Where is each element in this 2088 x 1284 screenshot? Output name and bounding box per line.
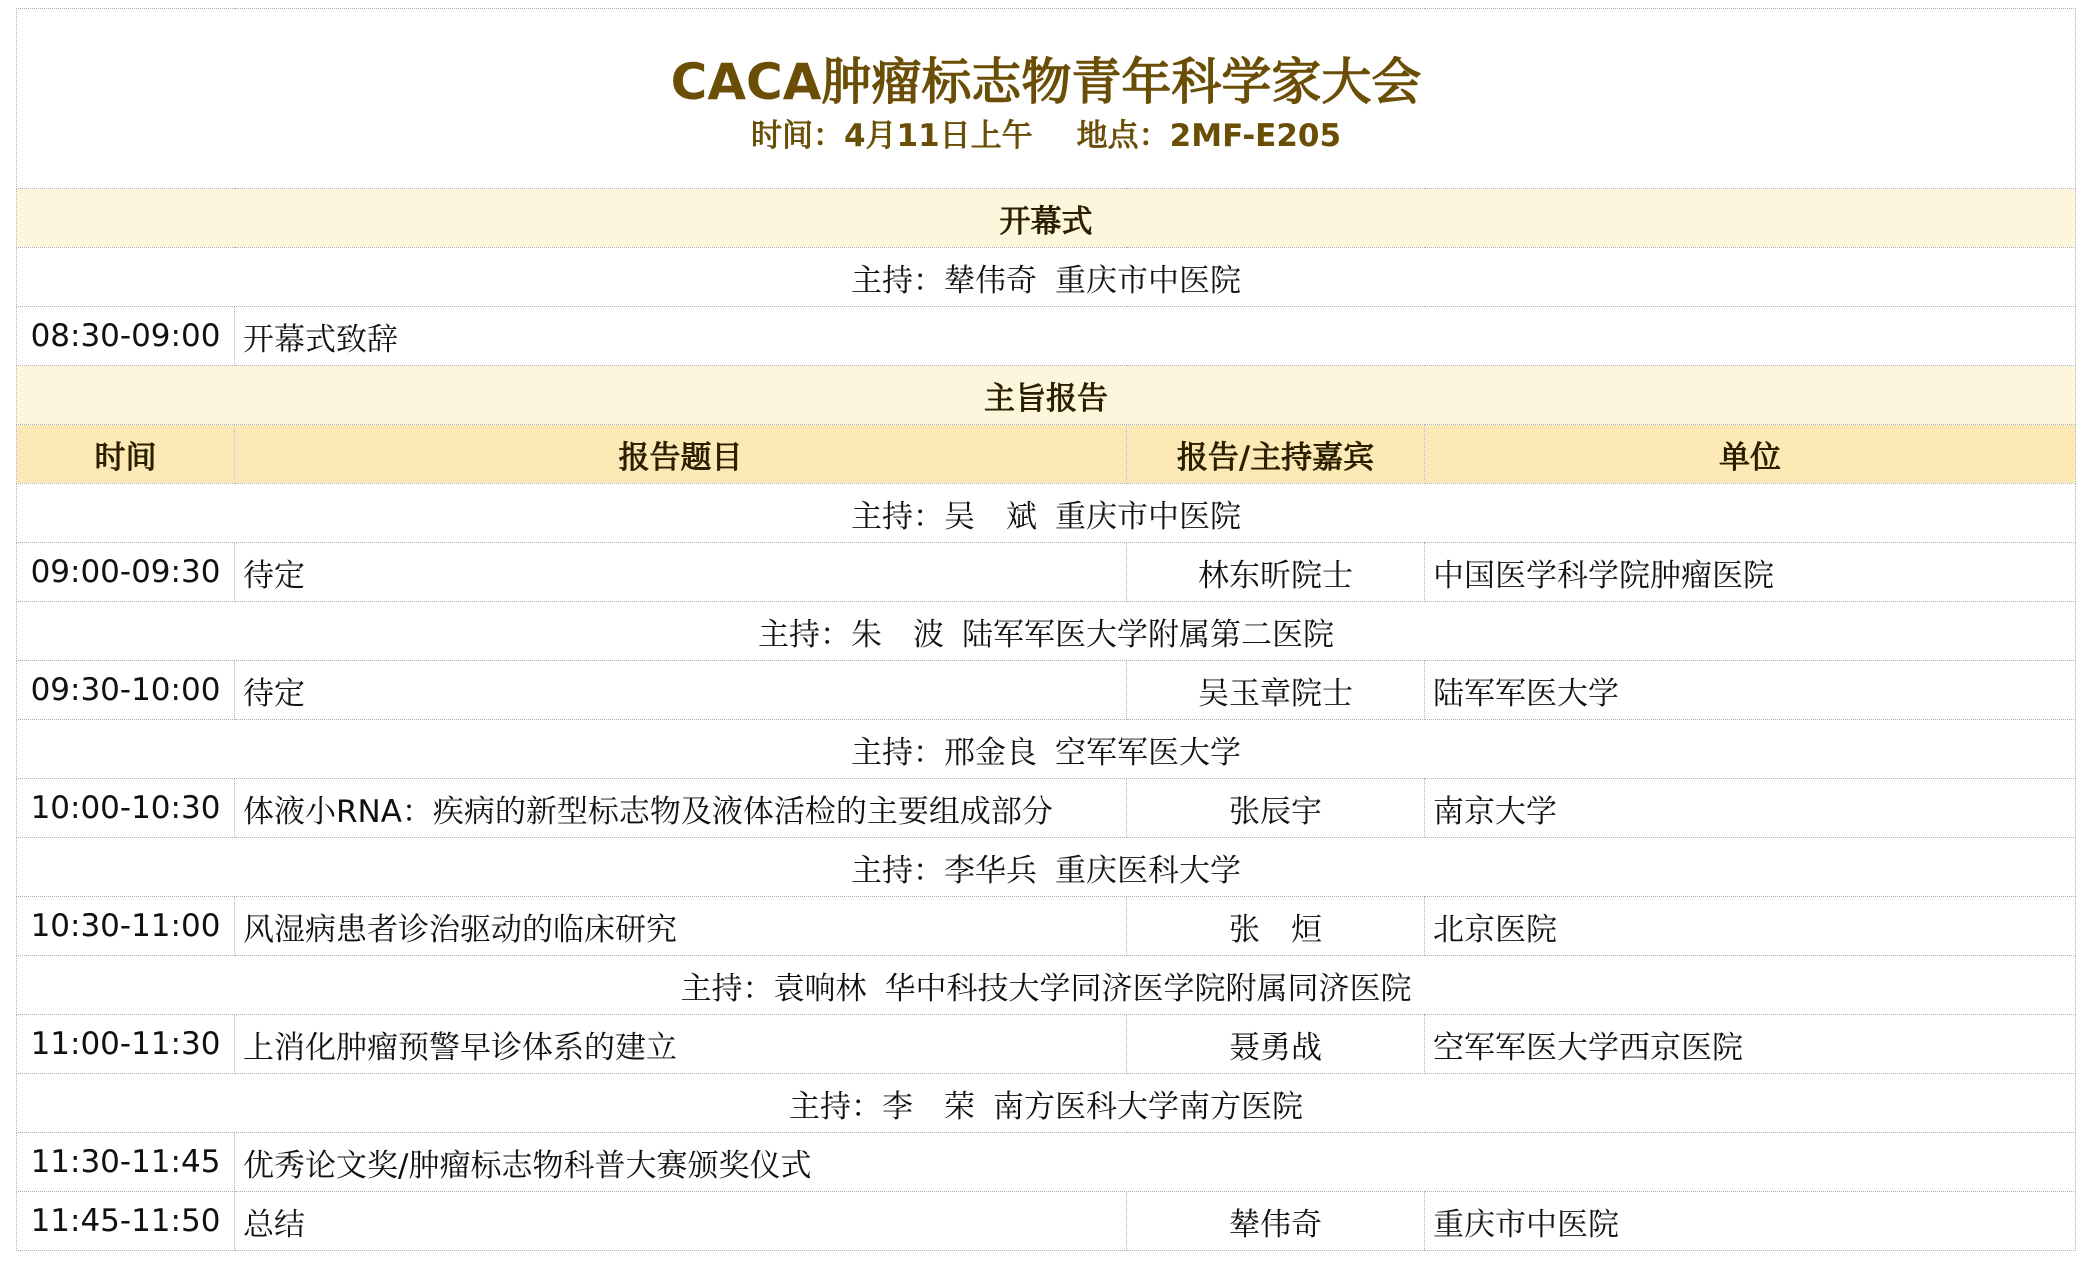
- host-row: [17, 838, 2076, 897]
- host-name: 主持：邢金良: [851, 734, 1038, 771]
- host-row-opening: [17, 248, 2076, 307]
- column-header-topic: 报告题目: [235, 425, 1127, 484]
- session-row: [17, 779, 2076, 838]
- host-label: 主持：: [851, 262, 945, 299]
- session-org: 北京医院: [1425, 897, 2076, 956]
- session-row-opening: [17, 307, 2076, 366]
- session-topic: 待定: [235, 661, 1127, 720]
- host-cell: [17, 720, 2076, 779]
- session-time: 09:30-10:00: [17, 661, 235, 720]
- host-cell: [17, 602, 2076, 661]
- session-topic: 开幕式致辞: [235, 307, 2076, 366]
- section-row-opening: [17, 189, 2076, 248]
- session-topic: 待定: [235, 543, 1127, 602]
- session-topic: 总结: [235, 1192, 1127, 1251]
- session-row: [17, 543, 2076, 602]
- session-topic: 优秀论文奖/肿瘤标志物科普大赛颁奖仪式: [235, 1133, 2076, 1192]
- host-name: 主持：吴 斌: [851, 498, 1038, 535]
- session-speaker: 辇伟奇: [1127, 1192, 1425, 1251]
- host-row: [17, 602, 2076, 661]
- session-speaker: 吴玉章院士: [1127, 661, 1425, 720]
- host-cell: [17, 838, 2076, 897]
- session-org: 南京大学: [1425, 779, 2076, 838]
- event-subtitle: [17, 114, 2075, 158]
- host-org: 重庆市中医院: [1055, 262, 1242, 299]
- agenda-table: [16, 8, 2076, 1251]
- host-name: 主持：朱 波: [758, 616, 945, 653]
- event-time: 时间：4月11日上午: [750, 117, 1033, 154]
- column-header-row: [17, 425, 2076, 484]
- host-org: 华中科技大学同济医学院附属同济医院: [884, 970, 1412, 1007]
- host-org: 南方医科大学南方医院: [993, 1088, 1304, 1125]
- host-cell: [17, 248, 2076, 307]
- column-header-org: 单位: [1425, 425, 2076, 484]
- host-cell: [17, 484, 2076, 543]
- column-header-speaker: 报告/主持嘉宾: [1127, 425, 1425, 484]
- page-title: CACA肿瘤标志物青年科学家大会: [670, 52, 1422, 111]
- host-row: [17, 484, 2076, 543]
- host-name: 主持：李 荣: [789, 1088, 976, 1125]
- session-speaker: 聂勇战: [1127, 1015, 1425, 1074]
- title-cell: [17, 9, 2076, 189]
- session-row: [17, 897, 2076, 956]
- session-org: 陆军军医大学: [1425, 661, 2076, 720]
- host-row: [17, 720, 2076, 779]
- host-cell: [17, 956, 2076, 1015]
- host-row: [17, 956, 2076, 1015]
- session-time: 10:30-11:00: [17, 897, 235, 956]
- session-speaker: 张 烜: [1127, 897, 1425, 956]
- host-row: [17, 1074, 2076, 1133]
- session-time: 11:00-11:30: [17, 1015, 235, 1074]
- section-title-keynote: 主旨报告: [17, 366, 2076, 425]
- host-org: 空军军医大学: [1055, 734, 1242, 771]
- session-row: [17, 661, 2076, 720]
- session-speaker: 张辰宇: [1127, 779, 1425, 838]
- host-name: 辇伟奇: [944, 262, 1038, 299]
- column-header-time: 时间: [17, 425, 235, 484]
- host-org: 重庆医科大学: [1055, 852, 1242, 889]
- session-topic: 体液小RNA：疾病的新型标志物及液体活检的主要组成部分: [235, 779, 1127, 838]
- agenda-sheet: [16, 8, 2075, 1251]
- session-org: 重庆市中医院: [1425, 1192, 2076, 1251]
- host-cell: [17, 1074, 2076, 1133]
- session-topic: 风湿病患者诊治驱动的临床研究: [235, 897, 1127, 956]
- session-row: [17, 1192, 2076, 1251]
- host-org: 陆军军医大学附属第二医院: [962, 616, 1335, 653]
- session-time: 08:30-09:00: [17, 307, 235, 366]
- section-row-keynote: [17, 366, 2076, 425]
- host-name: 主持：李华兵: [851, 852, 1038, 889]
- host-org: 重庆市中医院: [1055, 498, 1242, 535]
- session-row: [17, 1133, 2076, 1192]
- event-place: 地点：2MF-E205: [1076, 117, 1342, 154]
- session-time: 11:30-11:45: [17, 1133, 235, 1192]
- host-name: 主持：袁响林: [680, 970, 867, 1007]
- session-time: 09:00-09:30: [17, 543, 235, 602]
- session-org: 空军军医大学西京医院: [1425, 1015, 2076, 1074]
- session-time: 10:00-10:30: [17, 779, 235, 838]
- title-row: [17, 9, 2076, 189]
- session-org: 中国医学科学院肿瘤医院: [1425, 543, 2076, 602]
- session-row: [17, 1015, 2076, 1074]
- session-time: 11:45-11:50: [17, 1192, 235, 1251]
- session-topic: 上消化肿瘤预警早诊体系的建立: [235, 1015, 1127, 1074]
- section-title-opening: 开幕式: [17, 189, 2076, 248]
- session-speaker: 林东昕院士: [1127, 543, 1425, 602]
